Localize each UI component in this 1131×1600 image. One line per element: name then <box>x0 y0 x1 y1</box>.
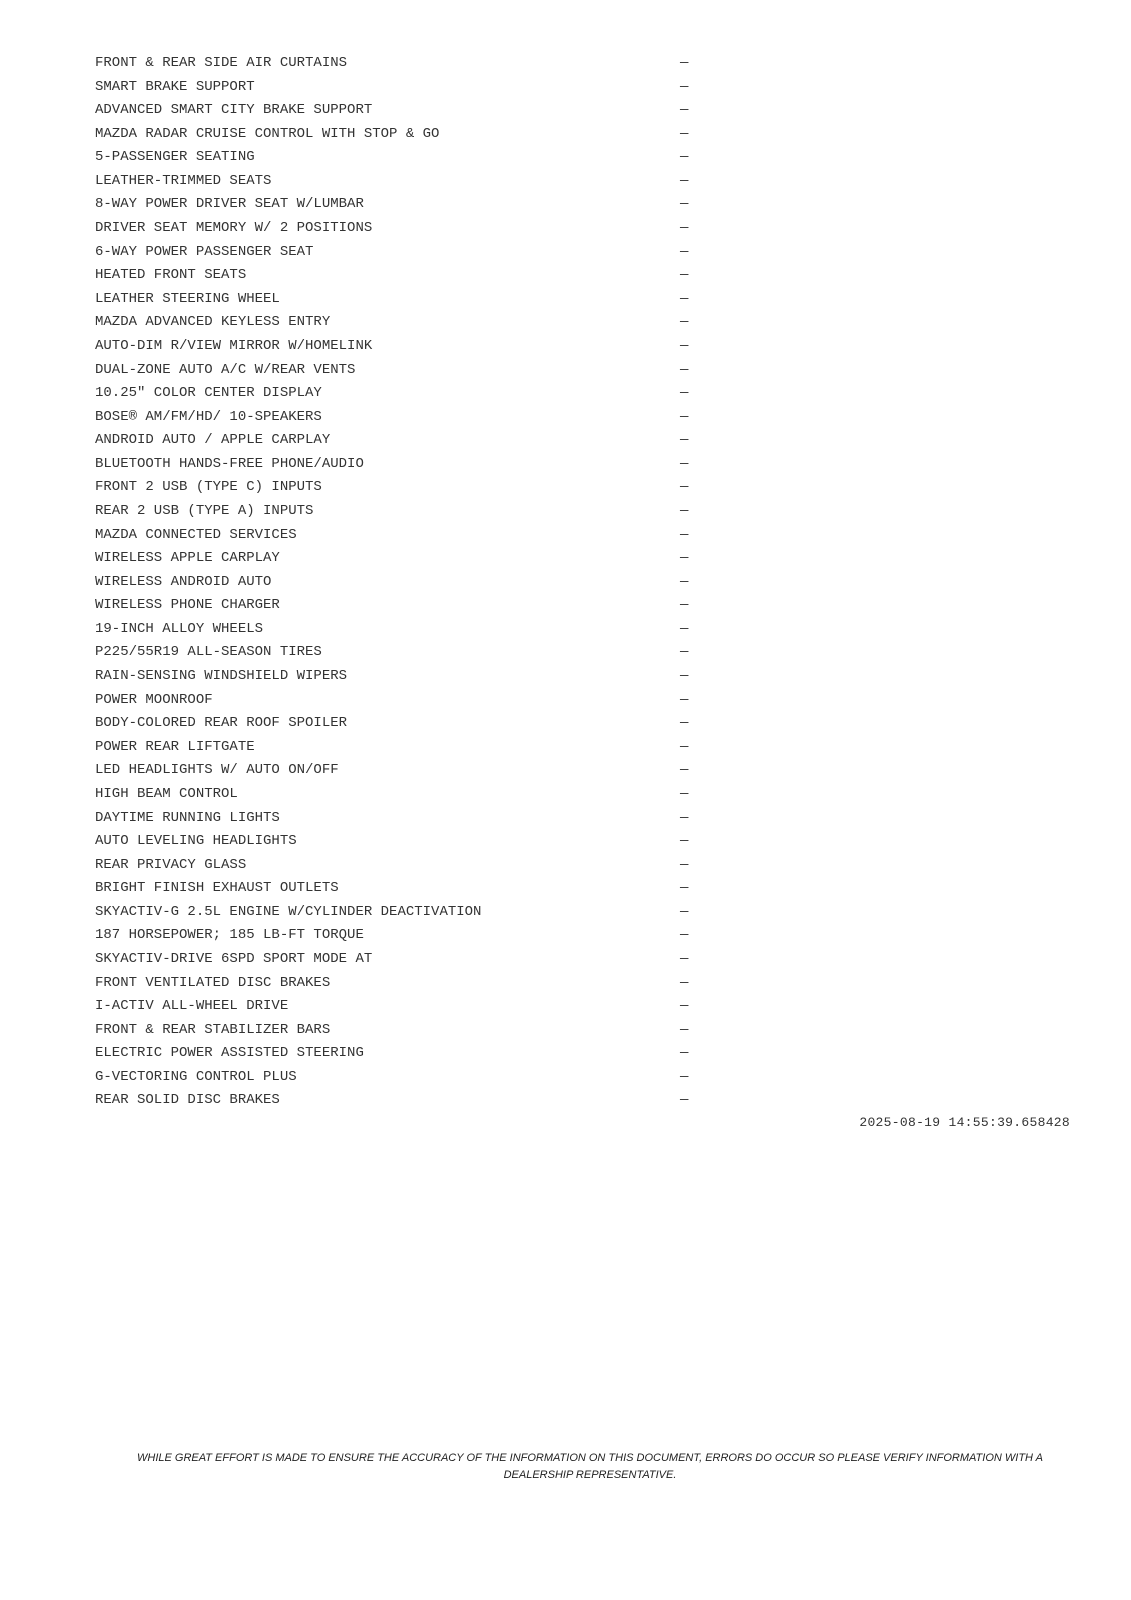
feature-row <box>95 170 695 194</box>
feature-value: — <box>680 1021 689 1038</box>
feature-value: — <box>680 290 689 307</box>
feature-label: 5-PASSENGER SEATING <box>95 149 255 166</box>
feature-row <box>95 476 695 500</box>
feature-value: — <box>680 196 689 213</box>
feature-label: SMART BRAKE SUPPORT <box>95 78 255 95</box>
feature-value: — <box>680 243 689 260</box>
feature-value: — <box>680 668 689 685</box>
feature-label: POWER MOONROOF <box>95 691 213 708</box>
feature-row <box>95 877 695 901</box>
feature-value: — <box>680 172 689 189</box>
feature-label: FRONT VENTILATED DISC BRAKES <box>95 974 331 991</box>
feature-label: I-ACTIV ALL-WHEEL DRIVE <box>95 998 289 1015</box>
feature-row <box>95 924 695 948</box>
feature-value: — <box>680 102 689 119</box>
feature-label: 8-WAY POWER DRIVER SEAT W/LUMBAR <box>95 196 364 213</box>
feature-row <box>95 193 695 217</box>
feature-row <box>95 264 695 288</box>
feature-row <box>95 241 695 265</box>
feature-value: — <box>680 738 689 755</box>
feature-label: P225/55R19 ALL-SEASON TIRES <box>95 644 322 661</box>
feature-row <box>95 618 695 642</box>
feature-label: WIRELESS APPLE CARPLAY <box>95 550 280 567</box>
feature-label: SKYACTIV-DRIVE 6SPD SPORT MODE AT <box>95 950 373 967</box>
feature-value: — <box>680 408 689 425</box>
feature-row <box>95 429 695 453</box>
feature-row <box>95 712 695 736</box>
feature-label: BODY-COLORED REAR ROOF SPOILER <box>95 715 348 732</box>
feature-row <box>95 830 695 854</box>
feature-label: G-VECTORING CONTROL PLUS <box>95 1068 297 1085</box>
disclaimer <box>100 1450 1080 1484</box>
feature-row <box>95 571 695 595</box>
feature-label: LEATHER STEERING WHEEL <box>95 290 280 307</box>
feature-value: — <box>680 455 689 472</box>
feature-value: — <box>680 620 689 637</box>
feature-row <box>95 594 695 618</box>
feature-row <box>95 406 695 430</box>
feature-row <box>95 288 695 312</box>
feature-value: — <box>680 267 689 284</box>
feature-label: 6-WAY POWER PASSENGER SEAT <box>95 243 314 260</box>
feature-row <box>95 759 695 783</box>
feature-value: — <box>680 1068 689 1085</box>
feature-label: HEATED FRONT SEATS <box>95 267 247 284</box>
feature-label: LED HEADLIGHTS W/ AUTO ON/OFF <box>95 762 339 779</box>
feature-label: REAR PRIVACY GLASS <box>95 856 247 873</box>
feature-label: SKYACTIV-G 2.5L ENGINE W/CYLINDER DEACTIVATION <box>95 903 482 920</box>
feature-row <box>95 524 695 548</box>
feature-value: — <box>680 149 689 166</box>
feature-label: WIRELESS ANDROID AUTO <box>95 573 272 590</box>
feature-row <box>95 382 695 406</box>
feature-row <box>95 995 695 1019</box>
feature-value: — <box>680 55 689 71</box>
feature-row <box>95 547 695 571</box>
feature-label: REAR SOLID DISC BRAKES <box>95 1092 280 1109</box>
feature-row <box>95 335 695 359</box>
feature-value: — <box>680 903 689 920</box>
feature-value: — <box>680 998 689 1015</box>
feature-label: FRONT & REAR STABILIZER BARS <box>95 1021 331 1038</box>
feature-row <box>95 1042 695 1066</box>
feature-row <box>95 99 695 123</box>
feature-label: AUTO LEVELING HEADLIGHTS <box>95 833 297 850</box>
feature-label: FRONT 2 USB (TYPE C) INPUTS <box>95 479 322 496</box>
feature-value: — <box>680 950 689 967</box>
feature-row <box>95 1066 695 1090</box>
feature-value: — <box>680 880 689 897</box>
feature-label: DAYTIME RUNNING LIGHTS <box>95 809 280 826</box>
feature-value: — <box>680 220 689 237</box>
feature-label: DRIVER SEAT MEMORY W/ 2 POSITIONS <box>95 220 373 237</box>
feature-label: MAZDA CONNECTED SERVICES <box>95 526 297 543</box>
disclaimer-line-1: WHILE GREAT EFFORT IS MADE TO ENSURE THE ACCURACY OF THE INFORMATION ON THIS DOCUMENT, ERRORS DO OCCUR SO PLEASE VERIFY INFORMATION WITH A <box>137 1452 1043 1464</box>
feature-row <box>95 1089 695 1113</box>
feature-value: — <box>680 361 689 378</box>
feature-row <box>95 854 695 878</box>
feature-label: WIRELESS PHONE CHARGER <box>95 597 280 614</box>
feature-row <box>95 972 695 996</box>
feature-label: AUTO-DIM R/VIEW MIRROR W/HOMELINK <box>95 337 373 354</box>
feature-row <box>95 52 695 76</box>
feature-label: RAIN-SENSING WINDSHIELD WIPERS <box>95 668 348 685</box>
feature-row <box>95 783 695 807</box>
feature-value: — <box>680 337 689 354</box>
feature-value: — <box>680 526 689 543</box>
feature-value: — <box>680 550 689 567</box>
feature-label: ELECTRIC POWER ASSISTED STEERING <box>95 1045 364 1062</box>
feature-value: — <box>680 314 689 331</box>
print-timestamp: 2025-08-19 14:55:39.658428 <box>859 1115 1070 1130</box>
feature-value: — <box>680 432 689 449</box>
feature-value: — <box>680 502 689 519</box>
disclaimer-line-2: DEALERSHIP REPRESENTATIVE. <box>503 1469 677 1481</box>
feature-value: — <box>680 385 689 402</box>
feature-row <box>95 689 695 713</box>
feature-row <box>95 665 695 689</box>
feature-label: FRONT & REAR SIDE AIR CURTAINS <box>95 55 348 71</box>
feature-label: LEATHER-TRIMMED SEATS <box>95 172 272 189</box>
feature-row <box>95 1019 695 1043</box>
feature-label: ANDROID AUTO / APPLE CARPLAY <box>95 432 331 449</box>
feature-list <box>95 52 695 1113</box>
feature-label: 187 HORSEPOWER; 185 LB-FT TORQUE <box>95 927 364 944</box>
feature-row <box>95 311 695 335</box>
feature-value: — <box>680 1092 689 1109</box>
feature-label: MAZDA ADVANCED KEYLESS ENTRY <box>95 314 331 331</box>
feature-value: — <box>680 1045 689 1062</box>
feature-label: 19-INCH ALLOY WHEELS <box>95 620 264 637</box>
feature-label: BLUETOOTH HANDS-FREE PHONE/AUDIO <box>95 455 364 472</box>
feature-label: 10.25" COLOR CENTER DISPLAY <box>95 385 322 402</box>
feature-value: — <box>680 573 689 590</box>
feature-value: — <box>680 927 689 944</box>
feature-row <box>95 500 695 524</box>
feature-row <box>95 76 695 100</box>
feature-label: ADVANCED SMART CITY BRAKE SUPPORT <box>95 102 373 119</box>
feature-row <box>95 217 695 241</box>
feature-label: POWER REAR LIFTGATE <box>95 738 255 755</box>
feature-row <box>95 146 695 170</box>
feature-value: — <box>680 691 689 708</box>
feature-value: — <box>680 809 689 826</box>
feature-row <box>95 359 695 383</box>
feature-value: — <box>680 597 689 614</box>
feature-row <box>95 453 695 477</box>
feature-label: REAR 2 USB (TYPE A) INPUTS <box>95 502 314 519</box>
feature-label: MAZDA RADAR CRUISE CONTROL WITH STOP & GO <box>95 125 440 142</box>
feature-label: HIGH BEAM CONTROL <box>95 785 238 802</box>
feature-value: — <box>680 479 689 496</box>
feature-row <box>95 736 695 760</box>
feature-label: BOSE® AM/FM/HD/ 10-SPEAKERS <box>95 408 322 425</box>
feature-row <box>95 641 695 665</box>
feature-row <box>95 948 695 972</box>
feature-row <box>95 123 695 147</box>
feature-value: — <box>680 78 689 95</box>
feature-value: — <box>680 785 689 802</box>
feature-value: — <box>680 974 689 991</box>
feature-value: — <box>680 762 689 779</box>
feature-value: — <box>680 125 689 142</box>
feature-row <box>95 901 695 925</box>
feature-row <box>95 807 695 831</box>
feature-label: DUAL-ZONE AUTO A/C W/REAR VENTS <box>95 361 356 378</box>
feature-value: — <box>680 715 689 732</box>
feature-label: BRIGHT FINISH EXHAUST OUTLETS <box>95 880 339 897</box>
feature-value: — <box>680 644 689 661</box>
feature-value: — <box>680 833 689 850</box>
feature-value: — <box>680 856 689 873</box>
